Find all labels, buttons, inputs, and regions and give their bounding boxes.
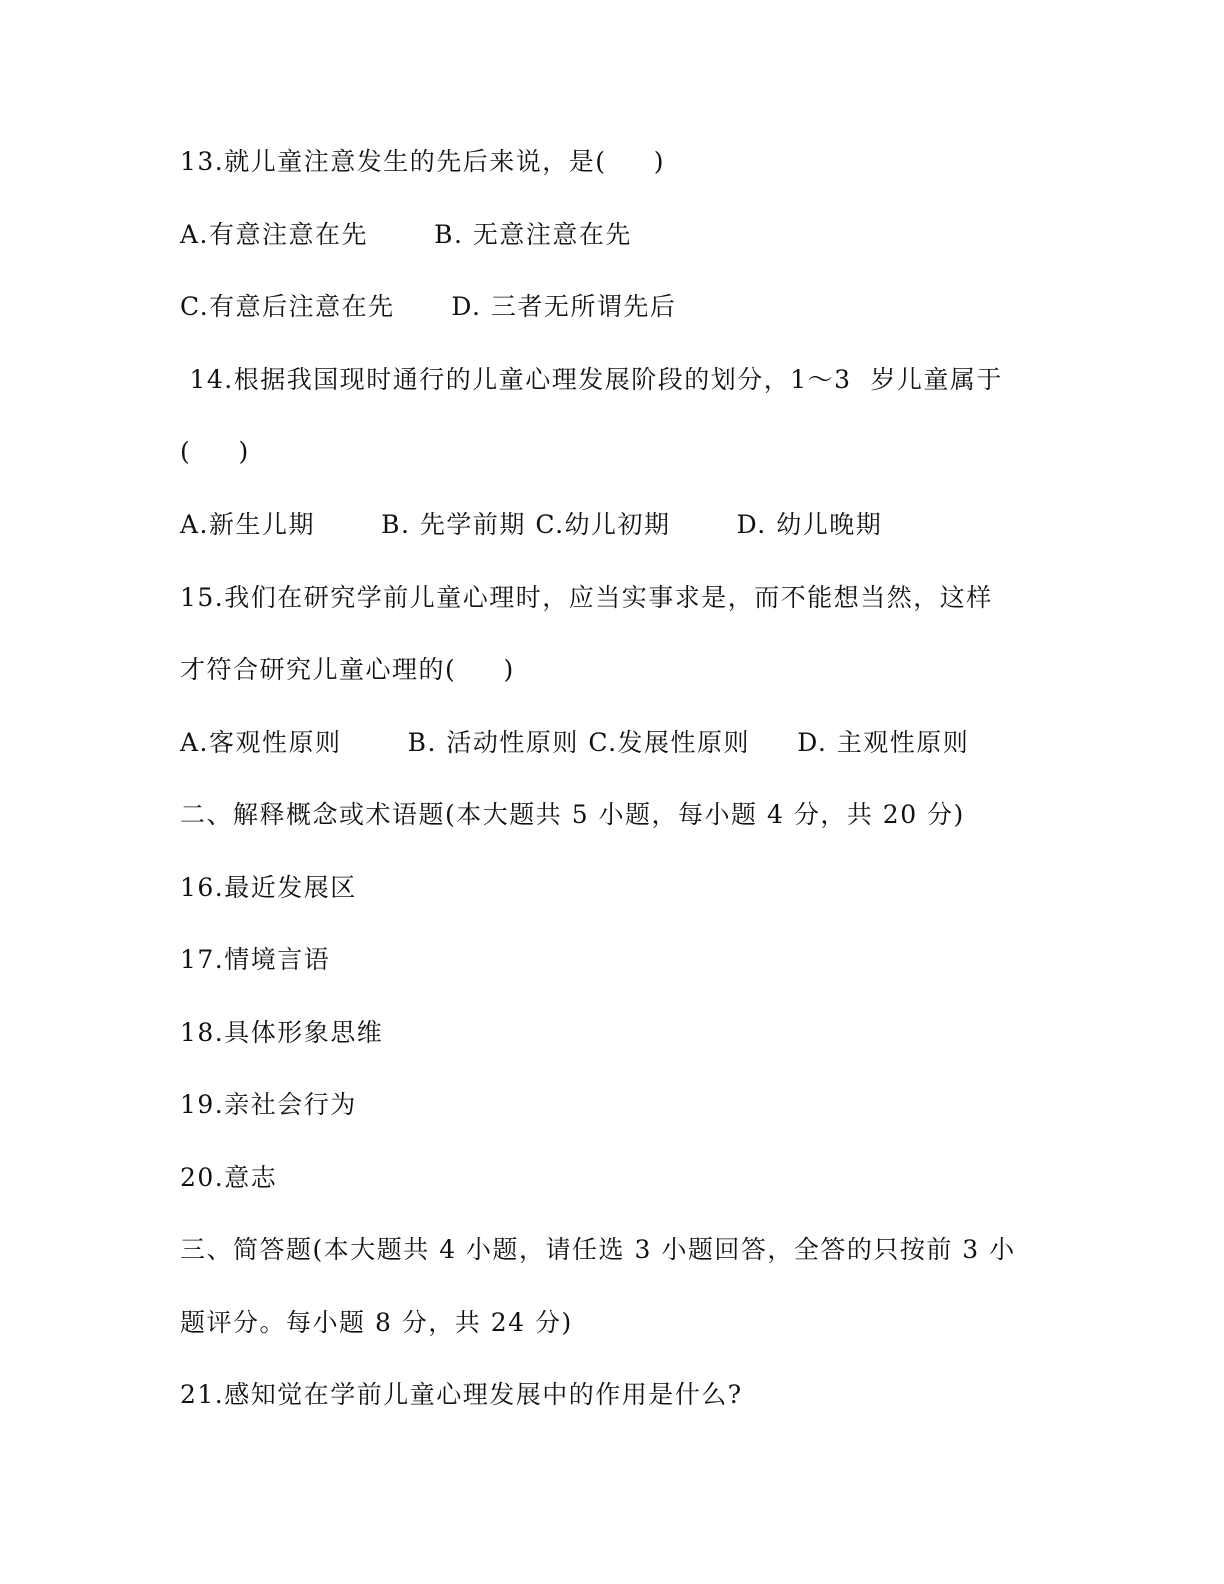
question-13-options-ab: A.有意注意在先 B. 无意注意在先 xyxy=(180,220,632,249)
section-2-heading: 二、解释概念或术语题(本大题共 5 小题，每小题 4 分，共 20 分) xyxy=(180,800,965,829)
question-18: 18.具体形象思维 xyxy=(180,1018,384,1047)
question-15-stem: 15.我们在研究学前儿童心理时，应当实事求是，而不能想当然，这样 xyxy=(180,583,993,612)
question-15-options: A.客观性原则 B. 活动性原则 C.发展性原则 D. 主观性原则 xyxy=(180,728,970,757)
question-14-stem: 14.根据我国现时通行的儿童心理发展阶段的划分，1～3 岁儿童属于 xyxy=(180,365,1003,394)
section-3-heading: 三、简答题(本大题共 4 小题，请任选 3 小题回答，全答的只按前 3 小 xyxy=(180,1235,1016,1264)
question-21: 21.感知觉在学前儿童心理发展中的作用是什么? xyxy=(180,1380,743,1409)
question-13-stem: 13.就儿童注意发生的先后来说，是( ) xyxy=(180,147,666,176)
question-14-options: A.新生儿期 B. 先学前期 C.幼儿初期 D. 幼儿晚期 xyxy=(180,510,883,539)
question-19: 19.亲社会行为 xyxy=(180,1090,357,1119)
question-16: 16.最近发展区 xyxy=(180,873,357,902)
section-3-heading-cont: 题评分。每小题 8 分，共 24 分) xyxy=(180,1308,573,1337)
question-15-stem-cont: 才符合研究儿童心理的( ) xyxy=(180,655,515,684)
question-17: 17.情境言语 xyxy=(180,945,331,974)
question-14-blank: ( ) xyxy=(180,437,250,466)
question-20: 20.意志 xyxy=(180,1163,278,1192)
question-13-options-cd: C.有意后注意在先 D. 三者无所谓先后 xyxy=(180,292,677,321)
